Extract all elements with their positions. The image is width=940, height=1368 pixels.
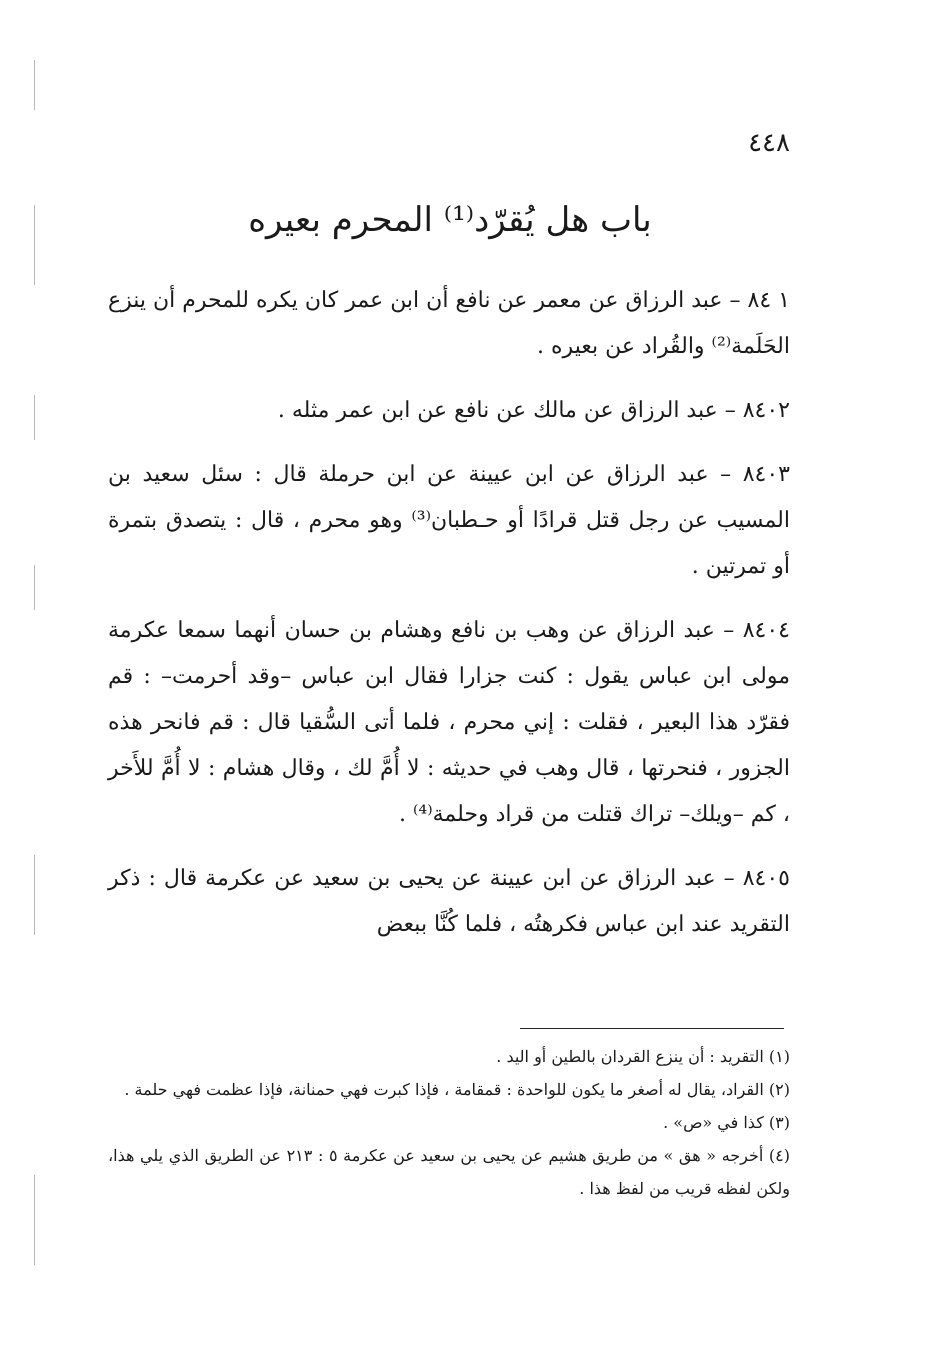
footnote-4: (٤) أخرجه « هق » من طريق هشيم عن يحيى بن سعيد عن عكرمة ٥ : ٢١٣ عن الطريق الذي يلي هذا، ولكن لفظه قريب من لفظ هذا . xyxy=(108,1146,791,1198)
footnotes xyxy=(108,1040,790,1205)
hadith-8403: ٨٤٠٣ – عبد الرزاق عن ابن عيينة عن ابن حرملة قال : سئل سعيد بن المسيب عن رجل قتل قرادًا أو حـطبان⁽³⁾ وهو محرم ، قال : يتصدق بتمرة أو تمرتين . xyxy=(108,462,791,579)
scan-margin-mark xyxy=(34,60,35,110)
footnote-2: (٢) القراد، يقال له أصغر ما يكون للواحدة : قمقامة ، فإذا كبرت فهي حمنانة، فإذا عظمت فهي حلمة . xyxy=(124,1080,790,1099)
hadith-list xyxy=(108,278,790,966)
hadith-8404: ٨٤٠٤ – عبد الرزاق عن وهب بن نافع وهشام بن حسان أنهما سمعا عكرمة مولى ابن عباس يقول : كنت جزارا فقال ابن عباس –وقد أحرمت– : قم فقرّد هذا البعير ، فقلت : إني محرم ، فلما أتى السُّقيا قال : قم فانحر هذه الجزور ، فنحرتها ، قال وهب في حديثه : لا أُمَّ لك ، وقال هشام : لا أُمَّ للأَخر ، كم –ويلك– تراك قتلت من قراد وحلمة⁽⁴⁾ . xyxy=(108,618,790,827)
footnote-divider xyxy=(520,1028,784,1029)
hadith-8405: ٨٤٠٥ – عبد الرزاق عن ابن عيينة عن يحيى بن سعيد عن عكرمة قال : ذكر التقريد عند ابن عباس فكرهتُه ، فلما كُنَّا ببعض xyxy=(108,866,790,937)
scan-margin-mark xyxy=(34,395,35,440)
hadith-8401: ١ ٨٤ – عبد الرزاق عن معمر عن نافع أن ابن عمر كان يكره للمحرم أن ينزع الحَلَمة⁽²⁾ والقُراد عن بعيره . xyxy=(108,288,790,359)
scan-margin-mark xyxy=(34,565,35,610)
chapter-title: باب هل يُقرّد⁽¹⁾ المحرم بعيره xyxy=(248,200,652,240)
page-number: ٤٤٨ xyxy=(748,128,790,158)
scan-margin-mark xyxy=(34,205,35,285)
footnote-1: (١) التقريد : أن ينزع القردان بالطين أو اليد . xyxy=(496,1047,790,1066)
footnote-3: (٣) كذا في «ص» . xyxy=(663,1113,790,1132)
scan-margin-mark xyxy=(34,855,35,935)
scan-margin-mark xyxy=(34,1175,35,1265)
hadith-8402: ٨٤٠٢ – عبد الرزاق عن مالك عن نافع عن ابن عمر مثله . xyxy=(277,398,790,423)
